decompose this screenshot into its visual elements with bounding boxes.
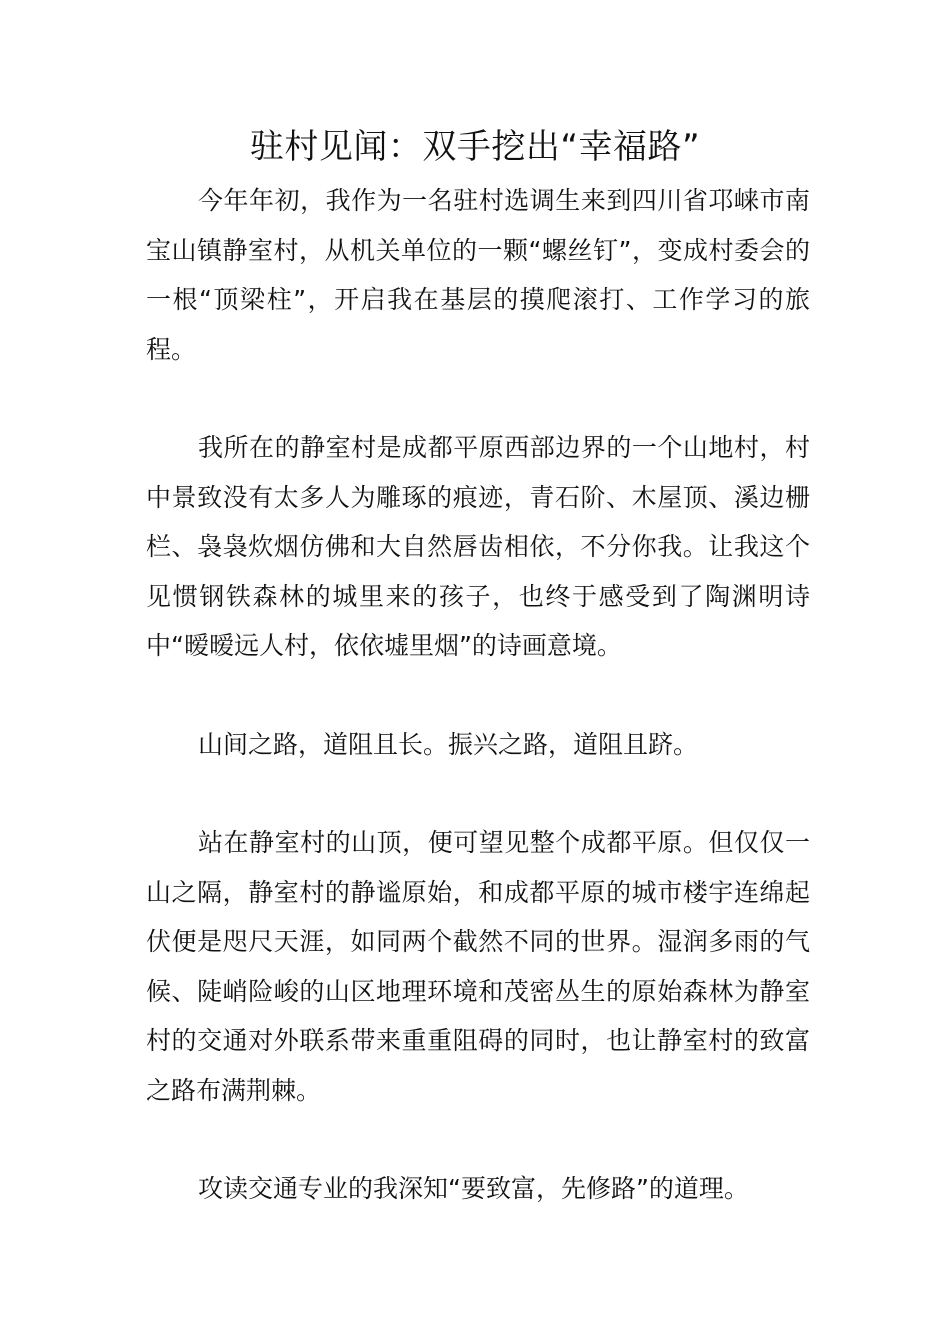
document-title: 驻村见闻：双手挖出“幸福路” xyxy=(249,127,701,167)
document-body xyxy=(146,176,810,1263)
paragraph-1: 今年年初，我作为一名驻村选调生来到四川省邛崃市南宝山镇静室村，从机关单位的一颗“螺丝钉”，变成村委会的一根“顶梁柱”，开启我在基层的摸爬滚打、工作学习的旅程。 xyxy=(146,186,810,364)
paragraph-3: 山间之路，道阻且长。振兴之路，道阻且跻。 xyxy=(198,729,699,759)
paragraph-5: 攻读交通专业的我深知“要致富，先修路”的道理。 xyxy=(198,1174,749,1203)
paragraph-2: 我所在的静室村是成都平原西部边界的一个山地村，村中景致没有太多人为雕琢的痕迹，青石阶、木屋顶、溪边栅栏、袅袅炊烟仿佛和大自然唇齿相依，不分你我。让我这个见惯钢铁森林的城里来的孩子，也终于感受到了陶渊明诗中“暧暧远人村，依依墟里烟”的诗画意境。 xyxy=(146,433,810,660)
paragraph-4: 站在静室村的山顶，便可望见整个成都平原。但仅仅一山之隔，静室村的静谧原始，和成都平原的城市楼宇连绵起伏便是咫尺天涯，如同两个截然不同的世界。湿润多雨的气候、陡峭险峻的山区地理环境和茂密丛生的原始森林为静室村的交通对外联系带来重重阻碍的同时，也让静室村的致富之路布满荆棘。 xyxy=(146,828,810,1105)
